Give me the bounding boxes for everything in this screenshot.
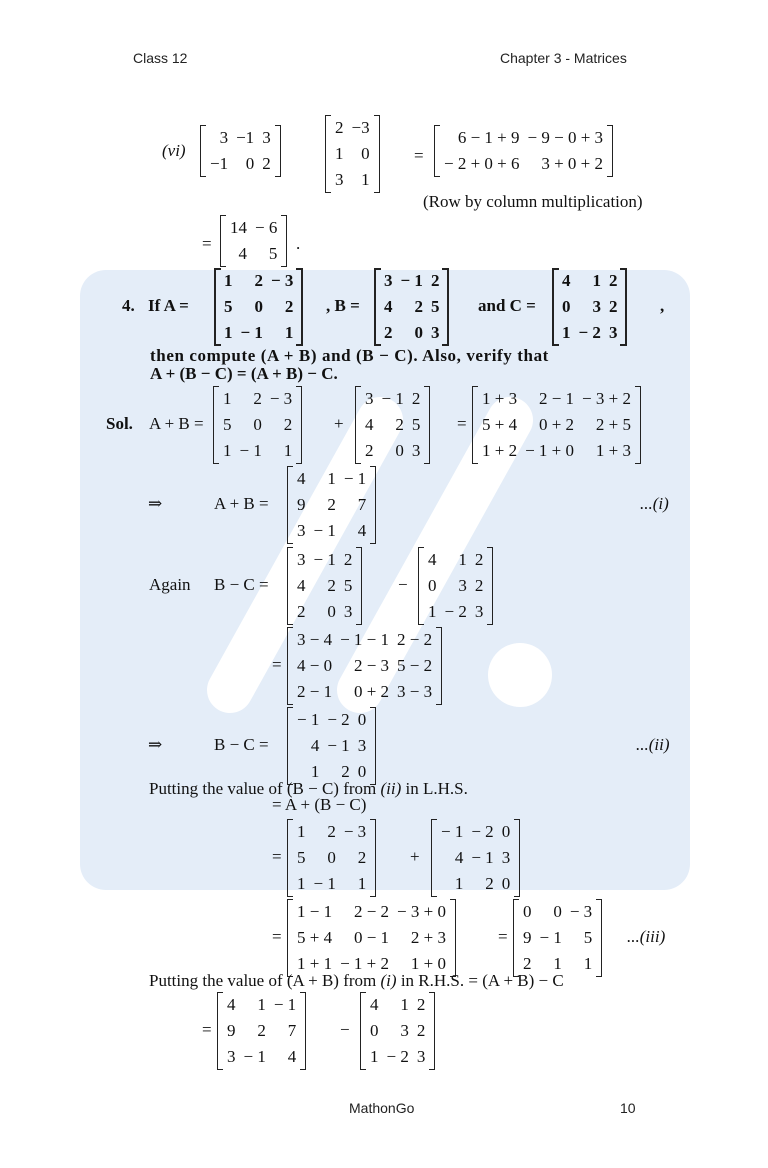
matrix-sol-a: [213, 386, 302, 464]
matrix-row: [219, 438, 296, 464]
equals-sign: =: [498, 927, 508, 946]
matrix-row: [331, 115, 374, 141]
matrix-cell: 2: [395, 415, 404, 434]
matrix-row: [219, 412, 296, 438]
note-text: (Row by column multiplication): [423, 192, 643, 211]
part-label: (vi): [162, 141, 186, 160]
matrix-cell: 2: [257, 1021, 266, 1040]
matrix-cell: 4: [310, 736, 320, 755]
matrix-row: [293, 653, 436, 679]
equals-sign: =: [202, 234, 212, 253]
matrix-cell: 2: [335, 118, 344, 137]
matrix-cell: 2 − 2: [397, 630, 433, 649]
matrix-cell: 1: [297, 874, 306, 893]
matrix-cell: 2: [253, 389, 262, 408]
matrix-rhs-c: [360, 992, 435, 1070]
matrix-cell: 2: [297, 602, 306, 621]
matrix-cell: 0: [395, 441, 404, 460]
matrix-cell: 3: [297, 550, 306, 569]
equals-sign: =: [272, 847, 282, 866]
minus-sign: −: [340, 1020, 350, 1039]
matrix-row: [226, 215, 281, 241]
matrix-row: [220, 294, 297, 320]
matrix-cell: 5: [411, 415, 421, 434]
matrix-row: [293, 733, 370, 759]
matrix-row: [293, 599, 356, 625]
matrix-row: [478, 386, 635, 412]
matrix-cell: 4: [428, 550, 437, 569]
matrix-cell: − 1 − 1: [340, 630, 390, 649]
matrix-cell: 0: [254, 297, 263, 316]
equals-sign: =: [457, 414, 467, 433]
matrix-cell: 7: [357, 495, 367, 514]
matrix-cell: − 1: [343, 469, 367, 488]
matrix-cell: 2 + 3: [410, 928, 446, 947]
matrix-cell: 3: [411, 441, 421, 460]
matrix-row: [223, 1018, 300, 1044]
matrix-cell: 0: [501, 822, 511, 841]
matrix-cell: 3: [501, 848, 511, 867]
matrix-cell: − 9 − 0 + 3: [527, 128, 604, 147]
matrix-cell: 2: [343, 550, 353, 569]
matrix-cell: 2: [608, 297, 618, 316]
matrix-cell: − 3 + 2: [582, 389, 631, 408]
matrix-cell: 1: [583, 954, 593, 973]
matrix-row: [223, 1044, 300, 1070]
matrix-row: [366, 1044, 429, 1070]
matrix-cell: 2: [327, 822, 336, 841]
matrix-cell: 0: [245, 154, 255, 173]
question-b-label: , B =: [326, 296, 360, 315]
matrix-cell: 2: [430, 271, 440, 290]
matrix-cell: 3 − 4: [297, 630, 333, 649]
matrix-row: [293, 871, 370, 897]
matrix-cell: 1: [224, 323, 233, 342]
matrix-cell: 2: [411, 389, 421, 408]
putting-line-1: Putting the value of (B − C) from (ii) in L.H.S.: [149, 779, 468, 798]
matrix-cell: 9: [523, 928, 532, 947]
matrix-row: [380, 294, 443, 320]
matrix-cell: 2: [523, 954, 532, 973]
matrix-cell: 5: [268, 244, 278, 263]
matrix-cell: 5: [583, 928, 593, 947]
matrix-cell: 2: [327, 576, 336, 595]
matrix-row: [293, 899, 450, 925]
matrix-cell: − 1: [313, 550, 336, 569]
matrix-row: [220, 268, 297, 294]
matrix-cell: − 2: [471, 822, 494, 841]
matrix-cell: 4: [454, 848, 464, 867]
matrix-cell: 1: [297, 822, 306, 841]
matrix-cell: 5: [343, 576, 353, 595]
matrix-cell: 0: [253, 415, 262, 434]
apb-lhs: A + B =: [149, 414, 204, 433]
matrix-cell: 2 − 2: [353, 902, 390, 921]
matrix-row: [293, 819, 370, 845]
matrix-cell: 5 + 4: [482, 415, 518, 434]
matrix-bmc-result: [287, 707, 376, 785]
matrix-sol-b: [355, 386, 430, 464]
matrix-row: [331, 141, 374, 167]
matrix-cell: 4: [227, 995, 236, 1014]
matrix-cell: 2: [262, 154, 271, 173]
matrix-vi-1: [200, 125, 281, 177]
equals-sign: =: [272, 655, 282, 674]
matrix-cell: 0: [361, 144, 370, 163]
matrix-cell: 3: [400, 1021, 409, 1040]
matrix-cell: 3: [335, 170, 344, 189]
matrix-cell: − 1: [313, 874, 336, 893]
matrix-cell: 4: [357, 521, 367, 540]
page-number: 10: [620, 1100, 636, 1116]
matrix-cell: 3: [219, 128, 229, 147]
matrix-row: [293, 492, 370, 518]
matrix-cell: 7: [287, 1021, 297, 1040]
matrix-q-a: [214, 268, 303, 346]
matrix-cell: 1: [223, 441, 232, 460]
matrix-cell: 3 + 0 + 2: [541, 154, 604, 173]
matrix-cell: 14: [230, 218, 247, 237]
matrix-cell: 4: [365, 415, 374, 434]
matrix-row: [293, 925, 450, 951]
period: .: [296, 234, 301, 253]
matrix-cell: 1 + 3: [482, 389, 518, 408]
matrix-cell: 2: [283, 415, 293, 434]
matrix-cell: − 1: [327, 736, 350, 755]
matrix-cell: 1: [283, 441, 293, 460]
matrix-cell: 1: [370, 1047, 379, 1066]
matrix-cell: 2: [384, 323, 393, 342]
matrix-cell: 1 − 1: [297, 902, 333, 921]
question-line-1: then compute (A + B) and (B − C). Also, verify that: [150, 346, 549, 365]
matrix-cell: 1: [284, 323, 294, 342]
matrix-cell: − 3: [269, 389, 293, 408]
matrix-cell: 4: [370, 995, 379, 1014]
matrix-cell: 2: [414, 297, 423, 316]
matrix-cell: 5: [430, 297, 440, 316]
matrix-cell: 1: [458, 550, 467, 569]
matrix-cell: − 1: [441, 822, 464, 841]
matrix-diff: [287, 627, 442, 705]
matrix-cell: 3: [365, 389, 374, 408]
matrix-cell: − 1: [240, 323, 263, 342]
matrix-cell: 2: [357, 848, 367, 867]
matrix-cell: 0: [501, 874, 511, 893]
matrix-cell: 2: [608, 271, 618, 290]
question-if-a: If A =: [148, 296, 189, 315]
matrix-cell: − 1: [239, 441, 262, 460]
matrix-cell: − 3: [270, 271, 294, 290]
matrix-cell: 5 + 4: [297, 928, 333, 947]
matrix-row: [293, 707, 370, 733]
matrix-cell: 3: [227, 1047, 236, 1066]
matrix-cell: 2: [365, 441, 374, 460]
matrix-cell: 4: [287, 1047, 297, 1066]
matrix-cell: 2: [254, 271, 263, 290]
matrix-cell: 1 + 1: [297, 954, 333, 973]
matrix-cell: − 1: [381, 389, 404, 408]
question-c-label: and C =: [478, 296, 536, 315]
matrix-cell: 5: [224, 297, 233, 316]
matrix-lhs-sum: [287, 899, 456, 977]
solution-label: Sol.: [106, 414, 133, 433]
matrix-cell: 2: [485, 874, 494, 893]
matrix-cell: 1: [357, 874, 367, 893]
matrix-row: [293, 679, 436, 705]
matrix-cell: − 2: [444, 602, 467, 621]
matrix-cell: 0: [523, 902, 532, 921]
matrix-cell: 1: [454, 874, 464, 893]
matrix-row: [424, 573, 487, 599]
header-class: Class 12: [133, 50, 188, 66]
matrix-cell: − 1: [243, 1047, 266, 1066]
matrix-cell: 0: [357, 762, 367, 781]
matrix-cell: − 2: [386, 1047, 409, 1066]
matrix-cell: 3: [262, 128, 271, 147]
matrix-cell: 0 + 2: [538, 415, 575, 434]
matrix-cell: 1: [310, 762, 320, 781]
matrix-cell: 9: [297, 495, 306, 514]
equation-tag-i: ...(i): [640, 494, 669, 513]
matrix-cell: 0: [562, 297, 571, 316]
bmc-lhs: B − C =: [214, 575, 269, 594]
matrix-cell: − 1: [400, 271, 423, 290]
equation-tag-iii: ...(iii): [627, 927, 666, 946]
matrix-row: [440, 125, 607, 151]
matrix-cell: − 3: [343, 822, 367, 841]
plus-sign: +: [334, 414, 344, 433]
matrix-row: [293, 518, 370, 544]
matrix-row: [437, 845, 514, 871]
matrix-cell: 2: [341, 762, 350, 781]
matrix-cell: 2: [327, 495, 336, 514]
matrix-sol-b2: [287, 547, 362, 625]
matrix-cell: 4: [238, 244, 247, 263]
matrix-cell: 3: [297, 521, 306, 540]
matrix-cell: 0: [428, 576, 437, 595]
matrix-row: [361, 438, 424, 464]
matrix-cell: 5: [223, 415, 232, 434]
plus-sign: +: [410, 847, 420, 866]
matrix-row: [558, 268, 621, 294]
matrix-cell: 0 − 1: [353, 928, 390, 947]
matrix-cell: 2 + 5: [595, 415, 631, 434]
matrix-cell: 1: [335, 144, 344, 163]
matrix-row: [226, 241, 281, 267]
equals-sign: =: [202, 1020, 212, 1039]
header-chapter: Chapter 3 - Matrices: [500, 50, 627, 66]
matrix-cell: 4: [384, 297, 393, 316]
matrix-row: [223, 992, 300, 1018]
matrix-row: [331, 167, 374, 193]
matrix-row: [437, 871, 514, 897]
matrix-cell: 1: [327, 469, 336, 488]
matrix-cell: 9: [227, 1021, 236, 1040]
matrix-cell: − 1: [273, 995, 297, 1014]
matrix-cell: − 1 + 0: [525, 441, 575, 460]
matrix-vi-2: [325, 115, 380, 193]
matrix-cell: 1: [562, 323, 571, 342]
matrix-lhs-bmc: [431, 819, 520, 897]
matrix-cell: −3: [351, 118, 370, 137]
equation-tag-ii: ...(ii): [636, 735, 670, 754]
matrix-row: [366, 1018, 429, 1044]
matrix-cell: − 1: [471, 848, 494, 867]
matrix-cell: − 2: [327, 710, 350, 729]
minus-sign: −: [398, 575, 408, 594]
matrix-cell: 4: [297, 576, 306, 595]
matrix-lhs-a: [287, 819, 376, 897]
implies-icon: ⇒: [148, 735, 163, 754]
matrix-cell: 0: [327, 848, 336, 867]
matrix-cell: 3: [343, 602, 353, 621]
matrix-cell: 0: [357, 710, 367, 729]
matrix-row: [220, 320, 297, 346]
matrix-cell: 3: [430, 323, 440, 342]
matrix-cell: 1: [361, 170, 370, 189]
question-line-2: A + (B − C) = (A + B) − C.: [150, 364, 338, 383]
matrix-cell: 2: [284, 297, 294, 316]
matrix-cell: 1: [223, 389, 232, 408]
matrix-cell: 1: [224, 271, 233, 290]
again-label: Again: [149, 575, 191, 594]
matrix-cell: 3: [384, 271, 393, 290]
matrix-cell: 1: [428, 602, 437, 621]
matrix-cell: 2: [474, 550, 484, 569]
matrix-cell: 4 − 0: [297, 656, 333, 675]
matrix-row: [219, 386, 296, 412]
implies-icon: ⇒: [148, 494, 163, 513]
matrix-cell: − 3: [569, 902, 593, 921]
matrix-row: [440, 151, 607, 177]
matrix-cell: 3: [458, 576, 467, 595]
matrix-cell: − 1: [313, 521, 336, 540]
equals-sign: =: [414, 146, 424, 165]
matrix-row: [293, 573, 356, 599]
matrix-row: [380, 268, 443, 294]
matrix-row: [293, 466, 370, 492]
matrix-row: [558, 320, 621, 346]
matrix-cell: 4: [297, 469, 306, 488]
apb-lhs-2: A + B =: [214, 494, 269, 513]
comma: ,: [660, 296, 665, 315]
matrix-vi-3: [434, 125, 613, 177]
matrix-cell: − 2: [578, 323, 601, 342]
matrix-row: [293, 627, 436, 653]
lhs-expression: = A + (B − C): [272, 795, 367, 814]
matrix-lhs-result: [513, 899, 602, 977]
matrix-cell: 1: [553, 954, 562, 973]
matrix-cell: − 6: [255, 218, 278, 237]
matrix-cell: 3: [416, 1047, 426, 1066]
matrix-cell: − 1 + 2: [340, 954, 390, 973]
matrix-cell: 0: [414, 323, 423, 342]
matrix-cell: 3: [608, 323, 618, 342]
matrix-cell: 2 − 3: [353, 656, 390, 675]
matrix-row: [206, 151, 275, 177]
matrix-cell: 4: [562, 271, 571, 290]
matrix-cell: 3: [592, 297, 601, 316]
matrix-cell: − 1: [297, 710, 320, 729]
matrix-sol-c2: [418, 547, 493, 625]
matrix-row: [424, 547, 487, 573]
matrix-cell: 6 − 1 + 9: [457, 128, 520, 147]
matrix-row: [519, 925, 596, 951]
matrix-sum: [472, 386, 641, 464]
matrix-cell: − 1: [539, 928, 562, 947]
matrix-row: [380, 320, 443, 346]
matrix-cell: 0: [553, 902, 562, 921]
matrix-row: [424, 599, 487, 625]
matrix-row: [558, 294, 621, 320]
matrix-q-c: [552, 268, 627, 346]
matrix-row: [361, 386, 424, 412]
matrix-cell: 1 + 0: [410, 954, 446, 973]
matrix-cell: 2 − 1: [538, 389, 575, 408]
matrix-cell: 2: [416, 1021, 426, 1040]
equals-sign: =: [272, 927, 282, 946]
matrix-rhs-apb: [217, 992, 306, 1070]
matrix-cell: 3: [474, 602, 484, 621]
matrix-cell: 3 − 3: [397, 682, 433, 701]
matrix-cell: 2: [474, 576, 484, 595]
matrix-row: [361, 412, 424, 438]
putting-line-2: Putting the value of (A + B) from (i) in R.H.S. = (A + B) − C: [149, 971, 564, 990]
matrix-cell: 0: [327, 602, 336, 621]
matrix-row: [293, 547, 356, 573]
matrix-vi-result: [220, 215, 287, 267]
matrix-cell: 3: [357, 736, 367, 755]
matrix-apb-result: [287, 466, 376, 544]
matrix-cell: − 2 + 0 + 6: [444, 154, 520, 173]
matrix-cell: − 3 + 0: [397, 902, 446, 921]
matrix-cell: −1: [210, 154, 229, 173]
matrix-cell: 1 + 2: [482, 441, 518, 460]
matrix-cell: 2 − 1: [297, 682, 333, 701]
matrix-cell: 1: [257, 995, 266, 1014]
matrix-cell: 2: [416, 995, 426, 1014]
question-number: 4.: [122, 296, 135, 315]
matrix-row: [366, 992, 429, 1018]
matrix-row: [478, 438, 635, 464]
matrix-row: [437, 819, 514, 845]
matrix-row: [293, 845, 370, 871]
matrix-row: [519, 899, 596, 925]
matrix-row: [206, 125, 275, 151]
matrix-cell: 1: [592, 271, 601, 290]
matrix-row: [478, 412, 635, 438]
matrix-cell: 1 + 3: [595, 441, 631, 460]
footer-brand: MathonGo: [349, 1100, 415, 1116]
matrix-cell: 0 + 2: [353, 682, 390, 701]
matrix-cell: 5 − 2: [397, 656, 433, 675]
matrix-cell: −1: [236, 128, 255, 147]
matrix-cell: 0: [370, 1021, 379, 1040]
bmc-lhs-2: B − C =: [214, 735, 269, 754]
matrix-cell: 5: [297, 848, 306, 867]
matrix-cell: 1: [400, 995, 409, 1014]
matrix-q-b: [374, 268, 449, 346]
